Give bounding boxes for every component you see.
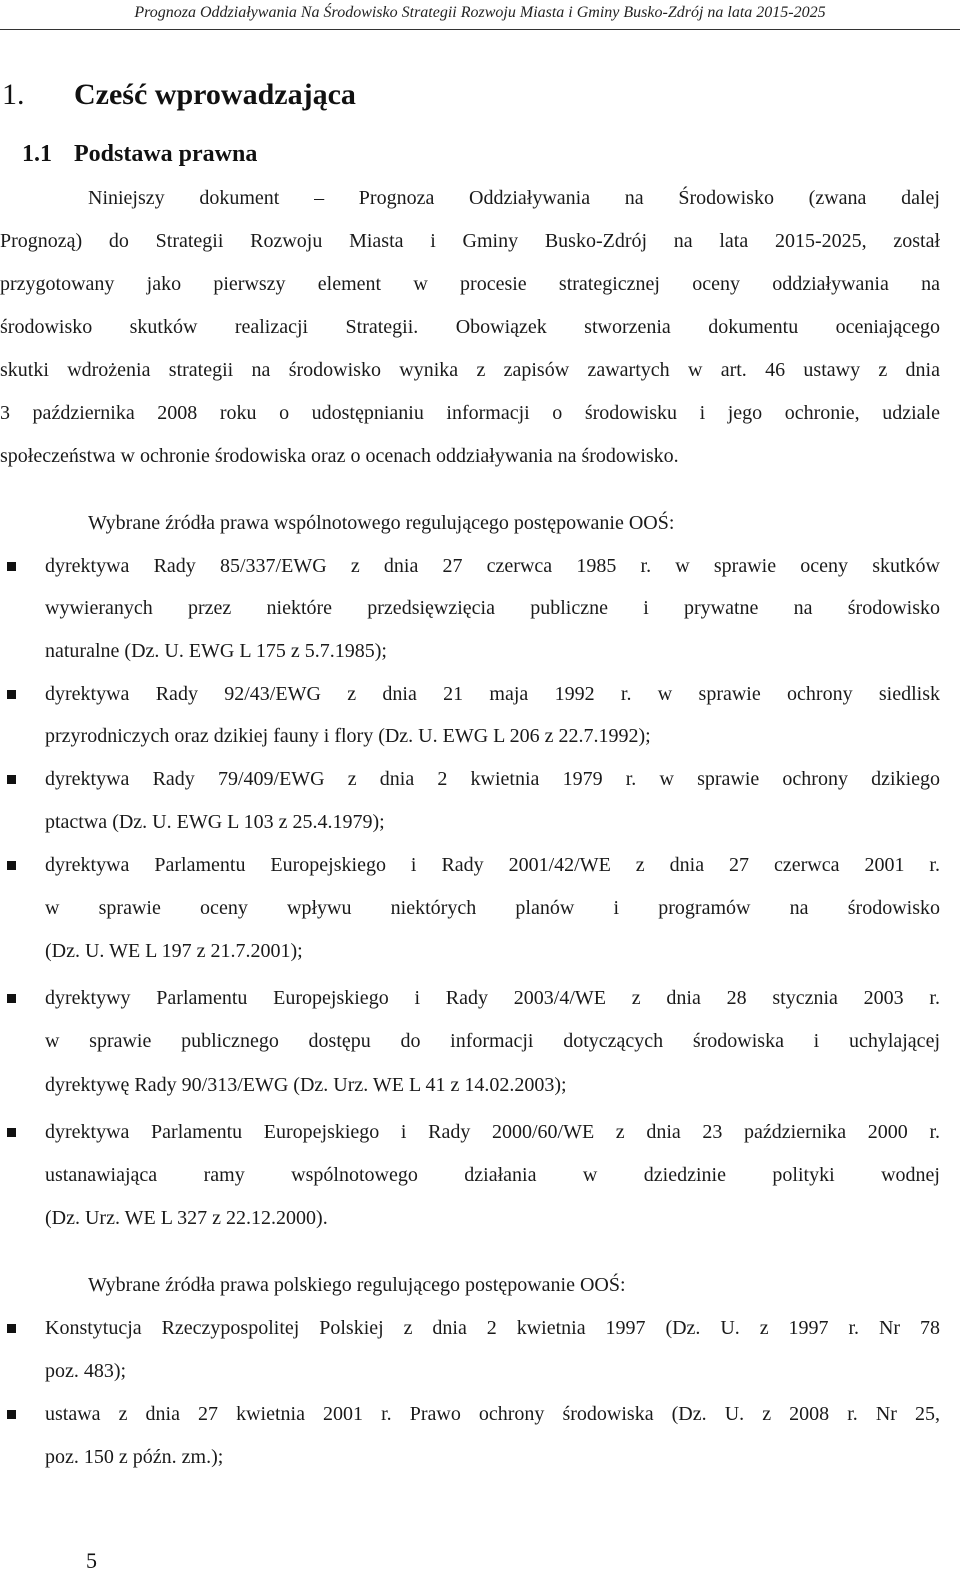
paragraph-line: Niniejszy dokument – Prognoza Oddziaływania na Środowisko (zwana dalej — [88, 187, 940, 209]
list-item-line: przyrodniczych oraz dzikiej fauny i flory (Dz. U. EWG L 206 z 22.7.1992); — [45, 725, 651, 747]
subsection-heading — [2, 141, 257, 168]
page-number: 5 — [86, 1548, 97, 1573]
bullet-marker — [7, 1410, 16, 1419]
section-heading — [2, 78, 356, 112]
list-item-line: ustawa z dnia 27 kwietnia 2001 r. Prawo ochrony środowiska (Dz. U. z 2008 r. Nr 25, — [45, 1403, 940, 1425]
bullet-marker — [7, 994, 16, 1003]
paragraph-line: przygotowany jako pierwszy element w procesie strategicznej oceny oddziaływania na — [0, 273, 940, 295]
bullet-marker — [7, 1128, 16, 1137]
list-item-line: w sprawie oceny wpływu niektórych planów i programów na środowisko — [45, 897, 940, 919]
list-item-line: ustanawiająca ramy wspólnotowego działania w dziedzinie polityki wodnej — [45, 1164, 940, 1186]
bullet-marker — [7, 1324, 16, 1333]
bullet-marker — [7, 775, 16, 784]
bullet-marker — [7, 861, 16, 870]
list-item-line: poz. 483); — [45, 1360, 127, 1382]
list-item-line: naturalne (Dz. U. EWG L 175 z 5.7.1985); — [45, 640, 387, 662]
running-header: Prognoza Oddziaływania Na Środowisko Strategii Rozwoju Miasta i Gminy Busko-Zdrój na lata 2015-2025 — [134, 4, 826, 21]
list-item-line: dyrektywa Parlamentu Europejskiego i Rady 2000/60/WE z dnia 23 października 2000 r. — [45, 1121, 940, 1143]
list-item-line: dyrektywa Rady 85/337/EWG z dnia 27 czerwca 1985 r. w sprawie oceny skutków — [45, 555, 940, 577]
list-item-line: dyrektywa Parlamentu Europejskiego i Rady 2001/42/WE z dnia 27 czerwca 2001 r. — [45, 854, 940, 876]
subsection-title: Podstawa prawna — [74, 141, 258, 167]
paragraph-line: społeczeństwa w ochronie środowiska oraz o ocenach oddziaływania na środowisko. — [0, 445, 679, 467]
paragraph-line: skutki wdrożenia strategii na środowisko wynika z zapisów zawartych w art. 46 ustawy z dnia — [0, 359, 940, 381]
list-item-line: dyrektywa Rady 92/43/EWG z dnia 21 maja 1992 r. w sprawie ochrony siedlisk — [45, 683, 940, 705]
list-item-line: (Dz. U. WE L 197 z 21.7.2001); — [45, 940, 303, 962]
section-title: Cześć wprowadzająca — [74, 78, 356, 111]
list-item-line: Konstytucja Rzeczypospolitej Polskiej z dnia 2 kwietnia 1997 (Dz. U. z 1997 r. Nr 78 — [45, 1317, 940, 1339]
bullet-marker — [7, 690, 16, 699]
section-number: 1. — [2, 78, 25, 111]
list-item-line: poz. 150 z późn. zm.); — [45, 1446, 224, 1468]
paragraph-line: Prognozą) do Strategii Rozwoju Miasta i Gminy Busko-Zdrój na lata 2015-2025, został — [0, 230, 940, 252]
paragraph-line: środowisko skutków realizacji Strategii. Obowiązek stworzenia dokumentu oceniającego — [0, 316, 940, 338]
list-item-line: dyrektywy Parlamentu Europejskiego i Rady 2003/4/WE z dnia 28 stycznia 2003 r. — [45, 987, 940, 1009]
list-item-line: ptactwa (Dz. U. EWG L 103 z 25.4.1979); — [45, 811, 385, 833]
list-item-line: (Dz. Urz. WE L 327 z 22.12.2000). — [45, 1207, 328, 1229]
bullet-marker — [7, 562, 16, 571]
header-rule — [0, 29, 960, 30]
eu-sources-intro: Wybrane źródła prawa wspólnotowego regulującego postępowanie OOŚ: — [88, 512, 675, 534]
pl-sources-intro: Wybrane źródła prawa polskiego regulującego postępowanie OOŚ: — [88, 1274, 626, 1296]
list-item-line: w sprawie publicznego dostępu do informacji dotyczących środowiska i uchylającej — [45, 1030, 940, 1052]
list-item-line: wywieranych przez niektóre przedsięwzięcia publiczne i prywatne na środowisko — [45, 597, 940, 619]
list-item-line: dyrektywa Rady 79/409/EWG z dnia 2 kwietnia 1979 r. w sprawie ochrony dzikiego — [45, 768, 940, 790]
list-item-line: dyrektywę Rady 90/313/EWG (Dz. Urz. WE L 41 z 14.02.2003); — [45, 1074, 567, 1096]
paragraph-line: 3 października 2008 roku o udostępnianiu informacji o środowisku i jego ochronie, udziale — [0, 402, 940, 424]
subsection-number: 1.1 — [22, 141, 52, 167]
